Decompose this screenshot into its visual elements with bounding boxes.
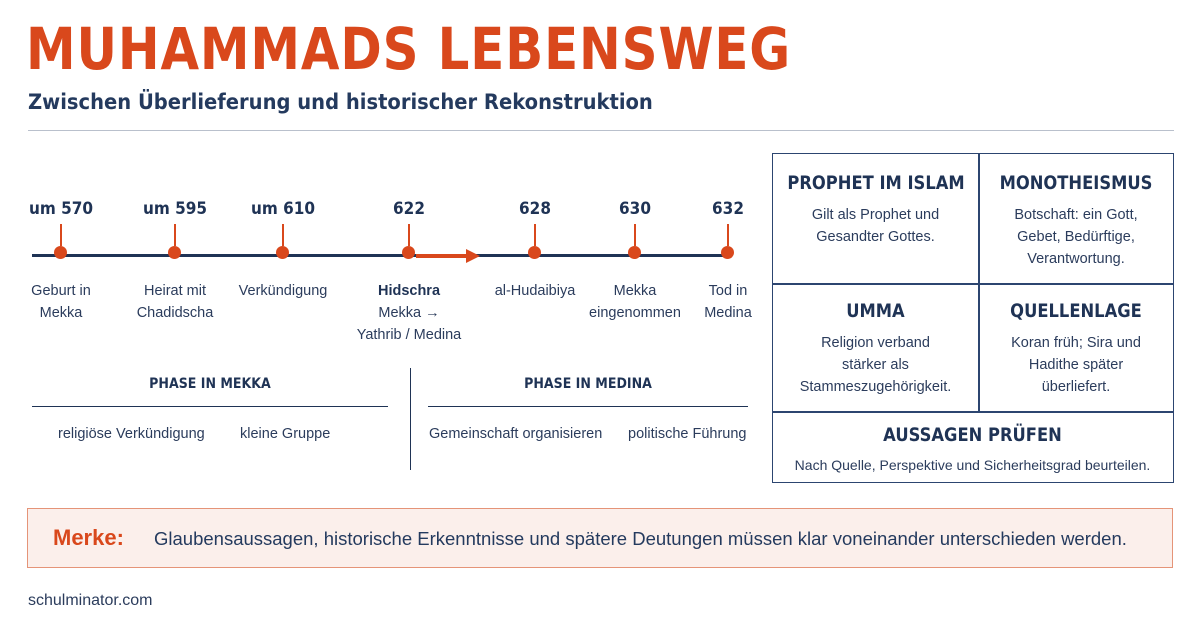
event-tick bbox=[408, 224, 410, 246]
info-box-title: AUSSAGEN PRÜFEN bbox=[883, 424, 1062, 446]
event-marker bbox=[628, 246, 641, 259]
info-box-title: QUELLENLAGE bbox=[1010, 300, 1142, 322]
event-label: Tod in Medina bbox=[704, 283, 752, 321]
footer-site: schulminator.com bbox=[28, 592, 153, 609]
event-tick bbox=[60, 224, 62, 246]
event-tick bbox=[174, 224, 176, 246]
phase-mekka-divider bbox=[32, 406, 388, 407]
info-box-umma bbox=[773, 298, 978, 398]
timeline-event-hijra bbox=[339, 198, 479, 343]
info-box-title: UMMA bbox=[846, 300, 905, 322]
merke-label: Merke: bbox=[53, 525, 124, 550]
info-box-title: MONOTHEISMUS bbox=[999, 172, 1153, 194]
info-grid bbox=[772, 153, 1174, 483]
event-marker bbox=[276, 246, 289, 259]
info-box-text: Botschaft: ein Gott, Gebet, Bedürftige, Verantwortung. bbox=[1014, 207, 1138, 267]
info-box-monotheism bbox=[978, 170, 1174, 270]
event-marker bbox=[54, 246, 67, 259]
page-subtitle: Zwischen Überlieferung und historischer Rekonstruktion bbox=[28, 90, 653, 114]
event-sublabel: Mekka → Yathrib / Medina bbox=[356, 305, 462, 343]
phase-medina-divider bbox=[428, 406, 748, 407]
event-marker bbox=[402, 246, 415, 259]
event-label: Verkündigung bbox=[238, 283, 328, 299]
event-tick bbox=[282, 224, 284, 246]
info-box-check-claims bbox=[773, 422, 1172, 476]
info-box-text: Gilt als Prophet und Gesandter Gottes. bbox=[811, 207, 940, 245]
page-title: MUHAMMADS LEBENSWEG bbox=[26, 15, 792, 83]
header-divider bbox=[28, 130, 1174, 131]
phase-medina-item: politische Führung bbox=[628, 426, 747, 442]
event-label: al-Hudaibiya bbox=[494, 283, 576, 299]
event-year: 628 bbox=[519, 199, 551, 219]
phase-mekka-item: religiöse Verkündigung bbox=[58, 426, 205, 442]
hidschra-arrow-icon bbox=[416, 248, 482, 264]
event-year: um 570 bbox=[28, 199, 94, 219]
info-box-sources bbox=[978, 298, 1174, 398]
event-label: Heirat mit Chadidscha bbox=[136, 283, 214, 321]
event-label: Geburt in Mekka bbox=[31, 283, 91, 321]
event-label: Hidschra bbox=[377, 283, 441, 299]
phase-mekka-item: kleine Gruppe bbox=[240, 426, 331, 442]
event-marker bbox=[528, 246, 541, 259]
event-marker bbox=[721, 246, 734, 259]
event-tick bbox=[534, 224, 536, 246]
event-label: Mekka eingenommen bbox=[589, 283, 681, 321]
grid-divider bbox=[773, 283, 1173, 285]
event-year: um 595 bbox=[142, 199, 208, 219]
phase-medina-title: PHASE IN MEDINA bbox=[524, 376, 652, 392]
event-marker bbox=[168, 246, 181, 259]
timeline-axis bbox=[32, 254, 732, 257]
info-box-prophet bbox=[773, 170, 978, 248]
event-year: 630 bbox=[619, 199, 651, 219]
timeline-event-revelation bbox=[213, 198, 353, 299]
event-year: 622 bbox=[393, 199, 425, 219]
phase-separator bbox=[410, 368, 411, 470]
event-year: um 610 bbox=[250, 199, 316, 219]
event-year: 632 bbox=[712, 199, 744, 219]
info-box-text: Nach Quelle, Perspektive und Sicherheitsgrad beurteilen. bbox=[794, 457, 1151, 473]
info-box-title: PROPHET IM ISLAM bbox=[787, 172, 965, 194]
merke-callout bbox=[27, 508, 1173, 568]
event-tick bbox=[727, 224, 729, 246]
info-box-text: Religion verband stärker als Stammeszugehörigkeit. bbox=[799, 335, 952, 395]
grid-divider bbox=[773, 411, 1173, 413]
merke-text: Glaubensaussagen, historische Erkenntnisse und spätere Deutungen müssen klar voneinander unterschieden werden. bbox=[154, 528, 1127, 549]
phase-mekka-title: PHASE IN MEKKA bbox=[149, 376, 271, 392]
event-tick bbox=[634, 224, 636, 246]
info-box-text: Koran früh; Sira und Hadithe später überliefert. bbox=[1011, 335, 1141, 395]
phase-medina-item: Gemeinschaft organisieren bbox=[429, 426, 603, 442]
